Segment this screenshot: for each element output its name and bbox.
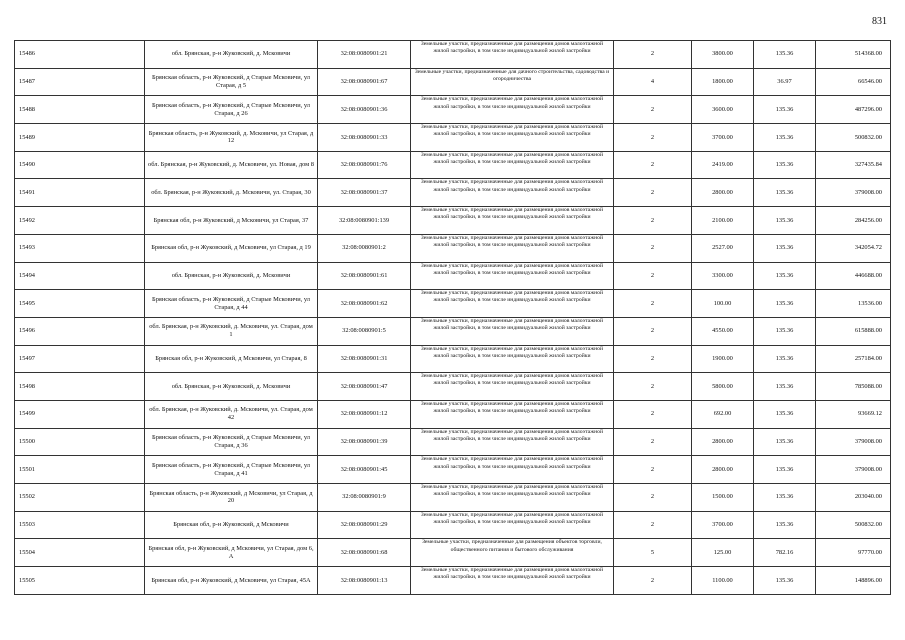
land-purpose-cell: Земельные участки, предназначенные для размещения домов малоэтажной жилой застройки, в том числе индивидуальной жилой застройки <box>411 262 614 290</box>
cadastral-number-cell: 32:08:0080901:76 <box>318 151 411 179</box>
address-cell: Брянская обл, р-н Жуковский, д Мсковичи, ул Старая, дом 6, А <box>145 539 318 567</box>
land-purpose-cell: Земельные участки, предназначенные для размещения домов малоэтажной жилой застройки, в том числе индивидуальной жилой застройки <box>411 179 614 207</box>
row-number: 15489 <box>15 124 145 152</box>
cadastral-number-cell: 32:08:0080901:68 <box>318 539 411 567</box>
land-purpose-cell: Земельные участки, предназначенные для размещения домов малоэтажной жилой застройки, в том числе индивидуальной жилой застройки <box>411 41 614 69</box>
table-row <box>15 124 891 152</box>
specific-value-cell: 135.36 <box>754 41 816 69</box>
specific-value-cell: 135.36 <box>754 567 816 595</box>
cadastral-number-cell: 32:08:0080901:67 <box>318 68 411 96</box>
area-cell: 2527.00 <box>692 234 754 262</box>
table-row <box>15 373 891 401</box>
table-row <box>15 290 891 318</box>
land-purpose-cell: Земельные участки, предназначенные для размещения домов малоэтажной жилой застройки, в том числе индивидуальной жилой застройки <box>411 124 614 152</box>
cadastral-value-cell: 148896.00 <box>816 567 891 595</box>
table-row <box>15 262 891 290</box>
cadastral-number-cell: 32:08:0080901:61 <box>318 262 411 290</box>
table-row <box>15 484 891 512</box>
area-cell: 100.00 <box>692 290 754 318</box>
address-cell: Брянская обл, р-н Жуковский, д Мсковичи <box>145 511 318 539</box>
row-number: 15504 <box>15 539 145 567</box>
land-purpose-cell: Земельные участки, предназначенные для размещения домов малоэтажной жилой застройки, в том числе индивидуальной жилой застройки <box>411 428 614 456</box>
specific-value-cell: 135.36 <box>754 511 816 539</box>
page-number: 831 <box>872 16 887 27</box>
area-cell: 1100.00 <box>692 567 754 595</box>
table-row <box>15 317 891 345</box>
cadastral-number-cell: 32:08:0080901:39 <box>318 428 411 456</box>
table-row <box>15 68 891 96</box>
row-number: 15499 <box>15 400 145 428</box>
area-cell: 5800.00 <box>692 373 754 401</box>
cadastral-number-cell: 32:08:0080901:47 <box>318 373 411 401</box>
purpose-group-cell: 2 <box>614 151 692 179</box>
cadastral-value-cell: 379008.00 <box>816 179 891 207</box>
cadastral-value-cell: 379008.00 <box>816 428 891 456</box>
specific-value-cell: 135.36 <box>754 262 816 290</box>
specific-value-cell: 782.16 <box>754 539 816 567</box>
cadastral-number-cell: 32:08:0080901:12 <box>318 400 411 428</box>
cadastral-value-cell: 500832.00 <box>816 511 891 539</box>
area-cell: 2800.00 <box>692 456 754 484</box>
specific-value-cell: 135.36 <box>754 179 816 207</box>
cadastral-number-cell: 32:08:0080901:33 <box>318 124 411 152</box>
table-row <box>15 511 891 539</box>
table-row <box>15 345 891 373</box>
purpose-group-cell: 2 <box>614 290 692 318</box>
area-cell: 3800.00 <box>692 41 754 69</box>
row-number: 15498 <box>15 373 145 401</box>
cadastral-value-cell: 66546.00 <box>816 68 891 96</box>
area-cell: 3700.00 <box>692 124 754 152</box>
purpose-group-cell: 4 <box>614 68 692 96</box>
row-number: 15494 <box>15 262 145 290</box>
row-number: 15500 <box>15 428 145 456</box>
table-row <box>15 151 891 179</box>
land-purpose-cell: Земельные участки, предназначенные для размещения домов малоэтажной жилой застройки, в том числе индивидуальной жилой застройки <box>411 373 614 401</box>
address-cell: обл. Брянская, р-н Жуковский, д. Мсковичи, ул. Старая, дом 42 <box>145 400 318 428</box>
row-number: 15497 <box>15 345 145 373</box>
address-cell: обл. Брянская, р-н Жуковский, д. Мсковичи, ул. Старая, дом 1 <box>145 317 318 345</box>
row-number: 15495 <box>15 290 145 318</box>
cadastral-number-cell: 32:08:0080901:45 <box>318 456 411 484</box>
table-row <box>15 96 891 124</box>
table-row <box>15 179 891 207</box>
table-row <box>15 41 891 69</box>
row-number: 15502 <box>15 484 145 512</box>
purpose-group-cell: 2 <box>614 456 692 484</box>
land-purpose-cell: Земельные участки, предназначенные для размещения объектов торговли, общественного питания и бытового обслуживания <box>411 539 614 567</box>
purpose-group-cell: 2 <box>614 428 692 456</box>
area-cell: 1900.00 <box>692 345 754 373</box>
cadastral-number-cell: 32:08:0080901:62 <box>318 290 411 318</box>
table-body <box>15 41 891 595</box>
cadastral-value-cell: 97770.00 <box>816 539 891 567</box>
address-cell: Брянская обл, р-н Жуковский, д Мсковичи, ул Старая, 45А <box>145 567 318 595</box>
land-purpose-cell: Земельные участки, предназначенные для размещения домов малоэтажной жилой застройки, в том числе индивидуальной жилой застройки <box>411 151 614 179</box>
cadastral-value-cell: 284256.00 <box>816 207 891 235</box>
table-row <box>15 567 891 595</box>
land-purpose-cell: Земельные участки, предназначенные для размещения домов малоэтажной жилой застройки, в том числе индивидуальной жилой застройки <box>411 345 614 373</box>
address-cell: обл. Брянская, р-н Жуковский, д. Мсковичи <box>145 41 318 69</box>
table-row <box>15 400 891 428</box>
table-row <box>15 456 891 484</box>
specific-value-cell: 135.36 <box>754 373 816 401</box>
specific-value-cell: 36.97 <box>754 68 816 96</box>
table-row <box>15 207 891 235</box>
row-number: 15505 <box>15 567 145 595</box>
table-row <box>15 428 891 456</box>
land-purpose-cell: Земельные участки, предназначенные для размещения домов малоэтажной жилой застройки, в том числе индивидуальной жилой застройки <box>411 456 614 484</box>
area-cell: 4550.00 <box>692 317 754 345</box>
cadastral-value-cell: 203040.00 <box>816 484 891 512</box>
area-cell: 2100.00 <box>692 207 754 235</box>
specific-value-cell: 135.36 <box>754 345 816 373</box>
purpose-group-cell: 2 <box>614 207 692 235</box>
land-purpose-cell: Земельные участки, предназначенные для размещения домов малоэтажной жилой застройки, в том числе индивидуальной жилой застройки <box>411 290 614 318</box>
cadastral-number-cell: 32:08:0080901:2 <box>318 234 411 262</box>
cadastral-number-cell: 32:08:0080901:13 <box>318 567 411 595</box>
purpose-group-cell: 2 <box>614 96 692 124</box>
land-purpose-cell: Земельные участки, предназначенные для размещения домов малоэтажной жилой застройки, в том числе индивидуальной жилой застройки <box>411 317 614 345</box>
cadastral-value-cell: 379008.00 <box>816 456 891 484</box>
cadastral-value-cell: 327435.84 <box>816 151 891 179</box>
address-cell: обл. Брянская, р-н Жуковский, д. Мсковичи, ул. Новая, дом 8 <box>145 151 318 179</box>
purpose-group-cell: 2 <box>614 345 692 373</box>
specific-value-cell: 135.36 <box>754 290 816 318</box>
area-cell: 2800.00 <box>692 179 754 207</box>
specific-value-cell: 135.36 <box>754 151 816 179</box>
purpose-group-cell: 2 <box>614 511 692 539</box>
table-row <box>15 539 891 567</box>
purpose-group-cell: 2 <box>614 484 692 512</box>
address-cell: Брянская обл, р-н Жуковский, д Мсковичи, ул Старая, 8 <box>145 345 318 373</box>
area-cell: 2800.00 <box>692 428 754 456</box>
area-cell: 2419.00 <box>692 151 754 179</box>
table-row <box>15 234 891 262</box>
row-number: 15488 <box>15 96 145 124</box>
land-purpose-cell: Земельные участки, предназначенные для размещения домов малоэтажной жилой застройки, в том числе индивидуальной жилой застройки <box>411 484 614 512</box>
cadastral-value-cell: 342054.72 <box>816 234 891 262</box>
address-cell: Брянская область, р-н Жуковский, д Старые Мсковичи, ул Старая, д 26 <box>145 96 318 124</box>
specific-value-cell: 135.36 <box>754 207 816 235</box>
address-cell: Брянская область, р-н Жуковский, д Старые Мсковичи, ул Старая, д 5 <box>145 68 318 96</box>
area-cell: 3700.00 <box>692 511 754 539</box>
area-cell: 3300.00 <box>692 262 754 290</box>
specific-value-cell: 135.36 <box>754 234 816 262</box>
row-number: 15496 <box>15 317 145 345</box>
address-cell: Брянская область, р-н Жуковский, д Старые Мсковичи, ул Старая, д 36 <box>145 428 318 456</box>
land-purpose-cell: Земельные участки, предназначенные для размещения домов малоэтажной жилой застройки, в том числе индивидуальной жилой застройки <box>411 511 614 539</box>
address-cell: обл. Брянская, р-н Жуковский, д. Мсковичи, ул. Старая, 30 <box>145 179 318 207</box>
cadastral-number-cell: 32:08:0080901:36 <box>318 96 411 124</box>
area-cell: 3600.00 <box>692 96 754 124</box>
purpose-group-cell: 2 <box>614 179 692 207</box>
purpose-group-cell: 5 <box>614 539 692 567</box>
purpose-group-cell: 2 <box>614 567 692 595</box>
land-purpose-cell: Земельные участки, предназначенные для размещения домов малоэтажной жилой застройки, в том числе индивидуальной жилой застройки <box>411 207 614 235</box>
land-purpose-cell: Земельные участки, предназначенные для размещения домов малоэтажной жилой застройки, в том числе индивидуальной жилой застройки <box>411 96 614 124</box>
address-cell: Брянская область, р-н Жуковский, д Старые Мсковичи, ул Старая, д 44 <box>145 290 318 318</box>
cadastral-value-table <box>14 40 891 595</box>
area-cell: 125.00 <box>692 539 754 567</box>
specific-value-cell: 135.36 <box>754 484 816 512</box>
purpose-group-cell: 2 <box>614 234 692 262</box>
address-cell: обл. Брянская, р-н Жуковский, д. Мсковичи <box>145 373 318 401</box>
specific-value-cell: 135.36 <box>754 317 816 345</box>
purpose-group-cell: 2 <box>614 400 692 428</box>
address-cell: Брянская область, р-н Жуковский, д. Мсковичи, ул Старая, д 12 <box>145 124 318 152</box>
cadastral-number-cell: 32:08:0080901:29 <box>318 511 411 539</box>
address-cell: Брянская обл, р-н Жуковский, д Мсковичи, ул Старая, д 19 <box>145 234 318 262</box>
land-purpose-cell: Земельные участки, предназначенные для размещения домов малоэтажной жилой застройки, в том числе индивидуальной жилой застройки <box>411 567 614 595</box>
cadastral-value-cell: 487296.00 <box>816 96 891 124</box>
purpose-group-cell: 2 <box>614 124 692 152</box>
specific-value-cell: 135.36 <box>754 400 816 428</box>
area-cell: 1800.00 <box>692 68 754 96</box>
purpose-group-cell: 2 <box>614 262 692 290</box>
address-cell: Брянская область, р-н Жуковский, д Старые Мсковичи, ул Старая, д 41 <box>145 456 318 484</box>
cadastral-value-cell: 446688.00 <box>816 262 891 290</box>
area-cell: 1500.00 <box>692 484 754 512</box>
row-number: 15491 <box>15 179 145 207</box>
row-number: 15493 <box>15 234 145 262</box>
specific-value-cell: 135.36 <box>754 124 816 152</box>
land-purpose-cell: Земельные участки, предназначенные для размещения домов малоэтажной жилой застройки, в том числе индивидуальной жилой застройки <box>411 234 614 262</box>
cadastral-value-cell: 500832.00 <box>816 124 891 152</box>
row-number: 15501 <box>15 456 145 484</box>
row-number: 15492 <box>15 207 145 235</box>
specific-value-cell: 135.36 <box>754 96 816 124</box>
cadastral-value-cell: 13536.00 <box>816 290 891 318</box>
cadastral-number-cell: 32:08:0080901:37 <box>318 179 411 207</box>
address-cell: Брянская область, р-н Жуковский, д Мсковичи, ул Старая, д 20 <box>145 484 318 512</box>
specific-value-cell: 135.36 <box>754 428 816 456</box>
cadastral-number-cell: 32:08:0080901:5 <box>318 317 411 345</box>
row-number: 15503 <box>15 511 145 539</box>
address-cell: Брянская обл, р-н Жуковский, д Мсковичи, ул Старая, 37 <box>145 207 318 235</box>
row-number: 15490 <box>15 151 145 179</box>
specific-value-cell: 135.36 <box>754 456 816 484</box>
cadastral-value-cell: 514368.00 <box>816 41 891 69</box>
cadastral-value-cell: 615888.00 <box>816 317 891 345</box>
row-number: 15487 <box>15 68 145 96</box>
purpose-group-cell: 2 <box>614 41 692 69</box>
cadastral-number-cell: 32:08:0080901:31 <box>318 345 411 373</box>
cadastral-value-cell: 93669.12 <box>816 400 891 428</box>
address-cell: обл. Брянская, р-н Жуковский, д. Мсковичи <box>145 262 318 290</box>
cadastral-number-cell: 32:08:0080901:21 <box>318 41 411 69</box>
cadastral-value-cell: 257184.00 <box>816 345 891 373</box>
area-cell: 692.00 <box>692 400 754 428</box>
cadastral-value-cell: 785088.00 <box>816 373 891 401</box>
purpose-group-cell: 2 <box>614 373 692 401</box>
cadastral-number-cell: 32:08:0080901:139 <box>318 207 411 235</box>
land-purpose-cell: Земельные участки, предназначенные для размещения домов малоэтажной жилой застройки, в том числе индивидуальной жилой застройки <box>411 400 614 428</box>
purpose-group-cell: 2 <box>614 317 692 345</box>
cadastral-number-cell: 32:08:0080901:9 <box>318 484 411 512</box>
row-number: 15486 <box>15 41 145 69</box>
land-purpose-cell: Земельные участки, предназначенные для дачного строительства, садоводства и огородничества <box>411 68 614 96</box>
